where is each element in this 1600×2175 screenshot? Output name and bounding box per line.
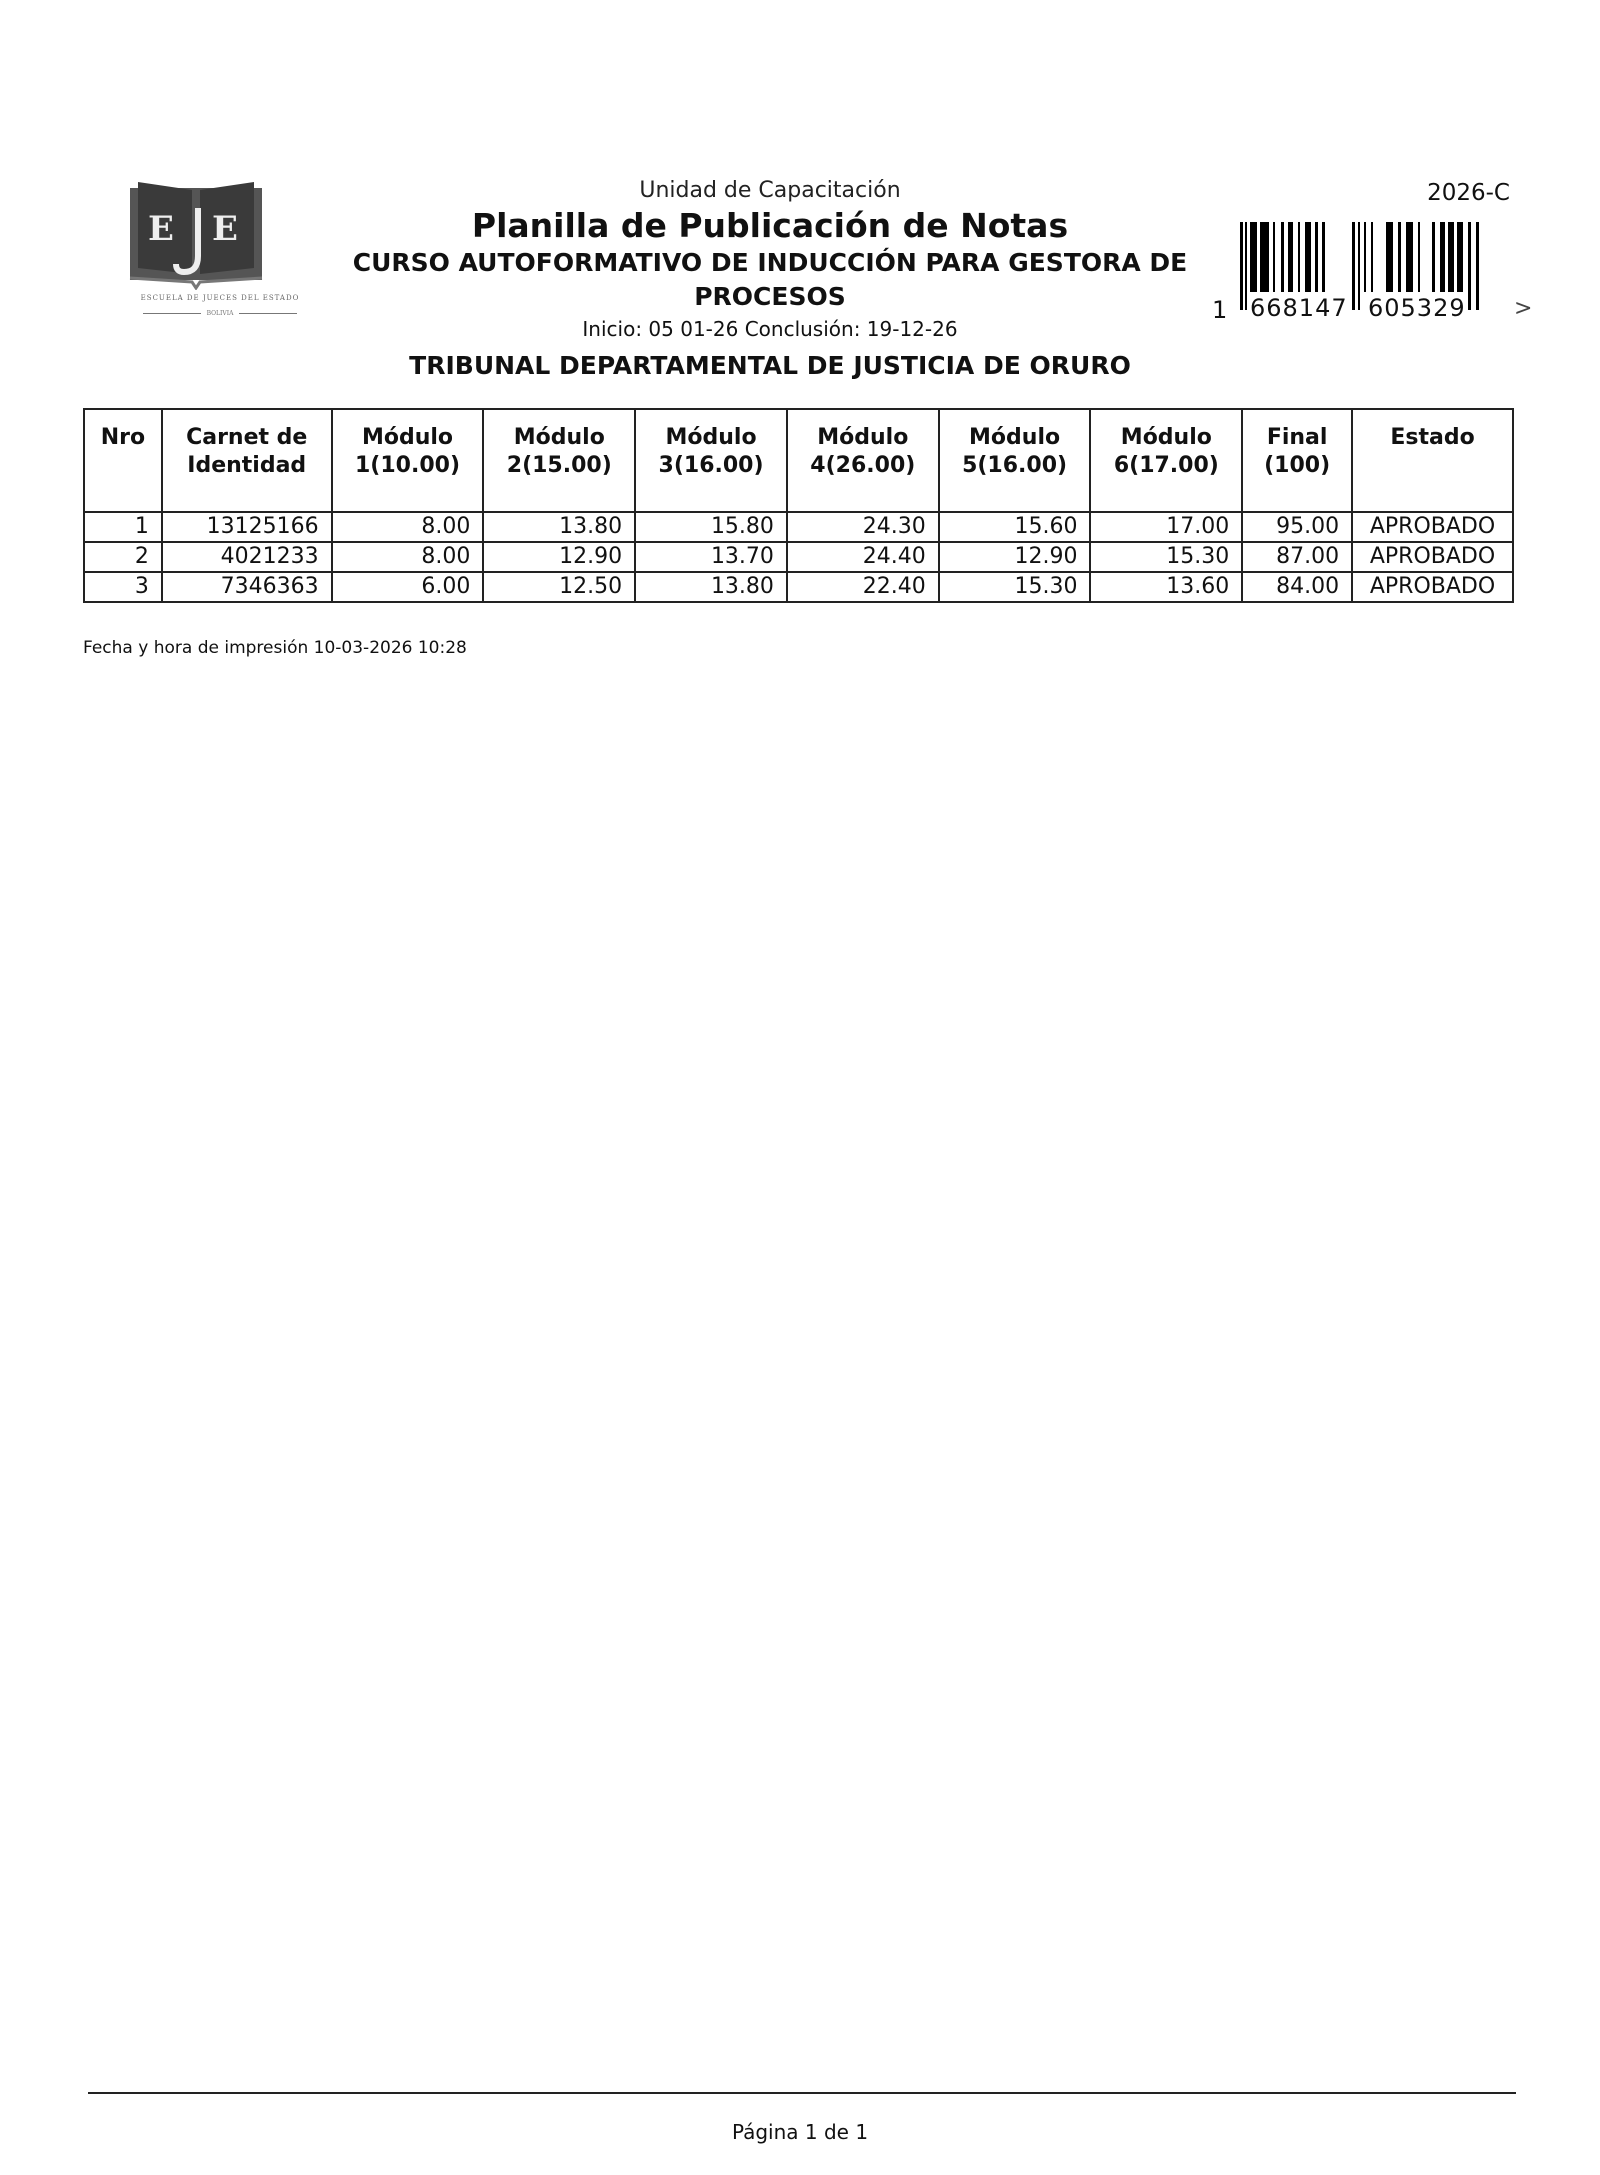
header-nro: Nro xyxy=(84,409,162,512)
cell-modulo-1: 8.00 xyxy=(332,512,484,542)
page-title: Planilla de Publicación de Notas xyxy=(471,206,1069,245)
page-number: Página 1 de 1 xyxy=(731,2120,869,2144)
cell-modulo-5: 15.30 xyxy=(939,572,1091,602)
header-modulo-6: Módulo 6(17.00) xyxy=(1090,409,1242,512)
cell-estado: APROBADO xyxy=(1352,572,1513,602)
course-name-line2: PROCESOS xyxy=(694,282,846,311)
svg-text:E: E xyxy=(212,209,238,249)
header-modulo-4: Módulo 4(26.00) xyxy=(787,409,939,512)
cell-modulo-6: 17.00 xyxy=(1090,512,1242,542)
cell-nro: 3 xyxy=(84,572,162,602)
cell-modulo-1: 8.00 xyxy=(332,542,484,572)
cell-carnet: 13125166 xyxy=(162,512,332,542)
unit-name: Unidad de Capacitación xyxy=(639,178,901,203)
open-book-icon xyxy=(126,178,266,290)
logo-subcaption: BOLIVIA xyxy=(120,310,320,317)
cell-nro: 2 xyxy=(84,542,162,572)
header-modulo-2: Módulo 2(15.00) xyxy=(483,409,635,512)
document-header xyxy=(320,176,1220,386)
barcode-prefix: 1 xyxy=(1212,296,1228,324)
cell-modulo-4: 22.40 xyxy=(787,572,939,602)
cell-modulo-4: 24.30 xyxy=(787,512,939,542)
cell-carnet: 4021233 xyxy=(162,542,332,572)
cell-nro: 1 xyxy=(84,512,162,542)
svg-text:E: E xyxy=(148,209,174,249)
course-dates: Inicio: 05 01-26 Conclusión: 19-12-26 xyxy=(582,317,958,341)
cell-modulo-2: 13.80 xyxy=(483,512,635,542)
cell-modulo-6: 15.30 xyxy=(1090,542,1242,572)
cell-estado: APROBADO xyxy=(1352,542,1513,572)
print-timestamp: Fecha y hora de impresión 10-03-2026 10:28 xyxy=(83,638,467,658)
barcode-suffix: > xyxy=(1514,296,1533,321)
cell-final: 95.00 xyxy=(1242,512,1352,542)
header-estado: Estado xyxy=(1352,409,1513,512)
table-row xyxy=(84,512,1513,542)
barcode-digits-1: 668147 xyxy=(1250,294,1348,322)
course-name-line1: CURSO AUTOFORMATIVO DE INDUCCIÓN PARA GESTORA DE xyxy=(352,248,1188,277)
cell-modulo-3: 13.70 xyxy=(635,542,787,572)
cell-modulo-3: 13.80 xyxy=(635,572,787,602)
cell-modulo-4: 24.40 xyxy=(787,542,939,572)
cell-modulo-6: 13.60 xyxy=(1090,572,1242,602)
table-header-row xyxy=(84,409,1513,512)
table-row xyxy=(84,572,1513,602)
header-final: Final (100) xyxy=(1242,409,1352,512)
header-modulo-5: Módulo 5(16.00) xyxy=(939,409,1091,512)
grades-table xyxy=(83,408,1514,603)
barcode-digits-2: 605329 xyxy=(1368,294,1466,322)
cell-estado: APROBADO xyxy=(1352,512,1513,542)
cell-modulo-5: 15.60 xyxy=(939,512,1091,542)
cell-modulo-3: 15.80 xyxy=(635,512,787,542)
header-modulo-3: Módulo 3(16.00) xyxy=(635,409,787,512)
institution-name: TRIBUNAL DEPARTAMENTAL DE JUSTICIA DE ORURO xyxy=(409,351,1131,380)
document-code: 2026-C xyxy=(1427,180,1510,206)
cell-final: 87.00 xyxy=(1242,542,1352,572)
cell-modulo-1: 6.00 xyxy=(332,572,484,602)
cell-carnet: 7346363 xyxy=(162,572,332,602)
cell-modulo-2: 12.90 xyxy=(483,542,635,572)
table-row xyxy=(84,542,1513,572)
footer-divider xyxy=(88,2092,1516,2094)
institution-logo xyxy=(120,172,320,332)
cell-modulo-5: 12.90 xyxy=(939,542,1091,572)
header-carnet: Carnet de Identidad xyxy=(162,409,332,512)
logo-caption: ESCUELA DE JUECES DEL ESTADO xyxy=(140,294,300,302)
cell-final: 84.00 xyxy=(1242,572,1352,602)
header-modulo-1: Módulo 1(10.00) xyxy=(332,409,484,512)
cell-modulo-2: 12.50 xyxy=(483,572,635,602)
